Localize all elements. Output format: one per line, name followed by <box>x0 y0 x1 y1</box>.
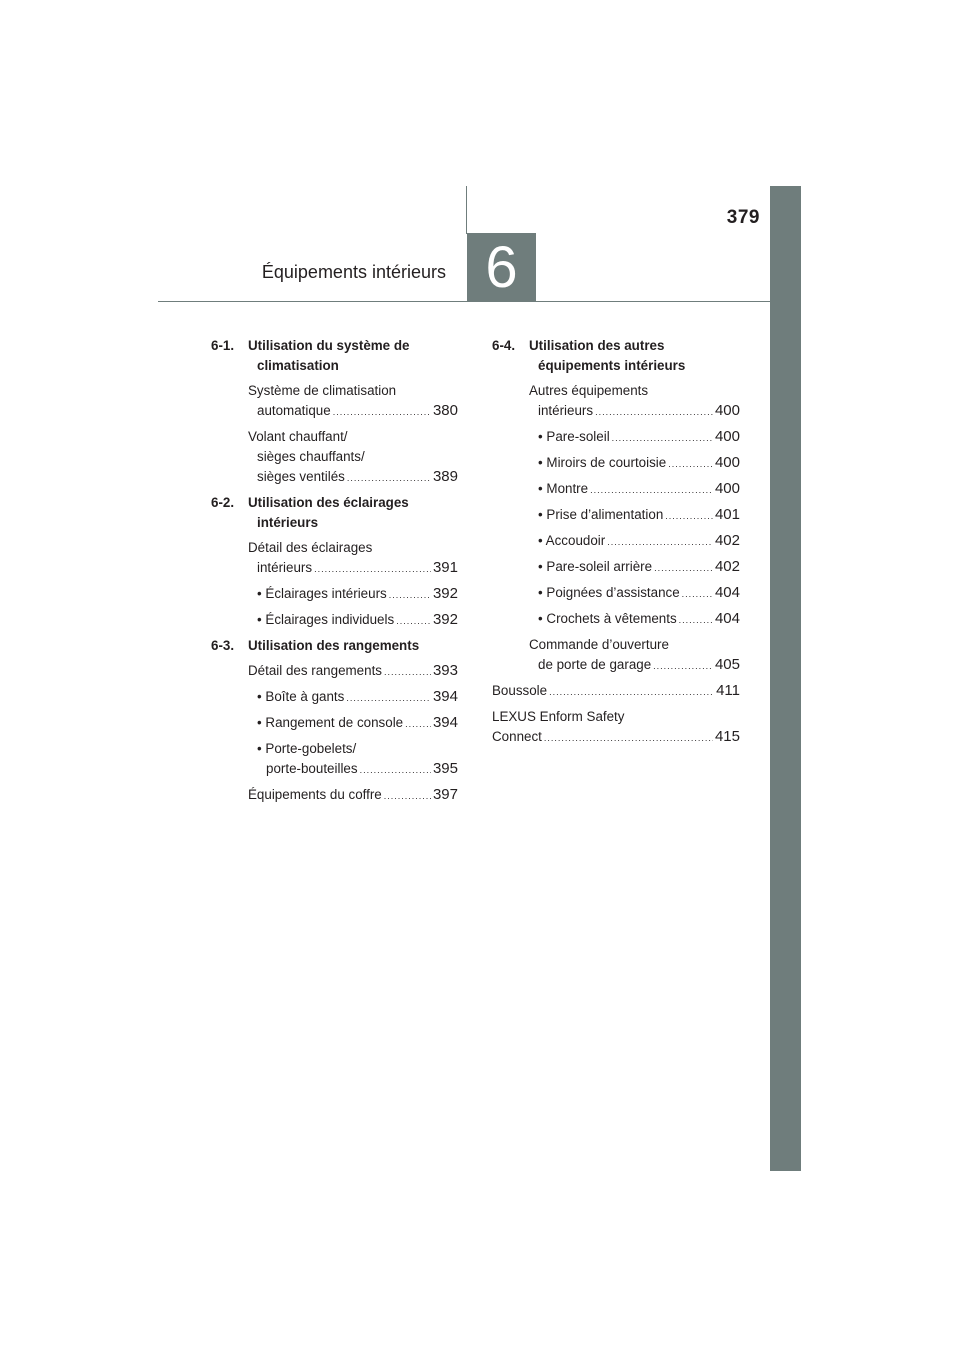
toc-entry-line: Détail des éclairages <box>248 540 373 555</box>
toc-entry-last-line <box>257 713 458 734</box>
toc-entry-label: • Miroirs de courtoisie <box>538 455 667 470</box>
dot-leader <box>665 506 713 526</box>
section-title-line: Utilisation des éclairages <box>248 495 409 510</box>
toc-page-number: 400 <box>714 428 740 445</box>
toc-entry-label: • Rangement de console <box>257 715 404 730</box>
toc-section-heading <box>211 636 458 656</box>
toc-entry-label: • Prise d’alimentation <box>538 507 664 522</box>
chapter-number: 6 <box>485 234 518 300</box>
toc-page-number: 401 <box>714 506 740 523</box>
toc-entry[interactable] <box>211 661 458 682</box>
dot-leader <box>384 662 431 682</box>
dot-leader <box>668 454 713 474</box>
section-number: 6-3. <box>211 638 235 653</box>
toc-section-heading <box>211 336 458 376</box>
toc-page-number: 404 <box>714 610 740 627</box>
toc-entry-label: Détail des rangements <box>248 663 382 678</box>
toc-entry-last-line <box>538 583 740 604</box>
toc-page-number: 400 <box>714 402 740 419</box>
toc-page-number: 393 <box>432 662 458 679</box>
toc-entry-last-line <box>257 584 458 605</box>
toc-entry-last-line <box>538 531 740 552</box>
dot-leader <box>405 714 431 734</box>
toc-entry-last-line <box>257 759 458 780</box>
dot-leader <box>333 402 431 422</box>
toc-page-number: 402 <box>714 558 740 575</box>
section-title-line: climatisation <box>257 358 339 373</box>
toc-entry-last-line <box>538 427 740 448</box>
toc-entry-line: sièges chauffants/ <box>257 449 365 464</box>
toc-entry-last-line <box>248 661 458 682</box>
chapter-number-box <box>467 233 536 302</box>
toc-entry[interactable] <box>211 713 458 734</box>
toc-entry[interactable] <box>492 609 740 630</box>
dot-leader <box>654 558 713 578</box>
toc-entry[interactable] <box>492 453 740 474</box>
toc-page-number: 404 <box>714 584 740 601</box>
toc-page-number: 415 <box>714 728 740 745</box>
section-title-line: Utilisation du système de <box>248 338 410 353</box>
toc-entry[interactable] <box>492 707 740 748</box>
dot-leader <box>346 688 431 708</box>
toc-page-number: 394 <box>432 688 458 705</box>
dot-leader <box>396 611 431 631</box>
dot-leader <box>360 760 431 780</box>
toc-page-number: 411 <box>716 682 740 699</box>
toc-entry[interactable] <box>492 583 740 604</box>
toc-page-number: 391 <box>432 559 458 576</box>
toc-entry-label: • Accoudoir <box>538 533 606 548</box>
dot-leader <box>682 584 713 604</box>
toc-entry-line: • Porte-gobelets/ <box>257 741 357 756</box>
dot-leader <box>544 728 713 748</box>
toc-entry[interactable] <box>211 538 458 579</box>
toc-entry-label: • Pare-soleil arrière <box>538 559 653 574</box>
toc-entry[interactable] <box>492 505 740 526</box>
toc-entry-last-line <box>538 505 740 526</box>
toc-entry[interactable] <box>492 681 740 702</box>
dot-leader <box>314 559 431 579</box>
toc-page-number: 380 <box>432 402 458 419</box>
toc-entry-last-line <box>248 558 458 579</box>
toc-entry[interactable] <box>492 557 740 578</box>
header-horizontal-rule <box>158 301 770 302</box>
toc-entry-line: Autres équipements <box>529 383 649 398</box>
toc-entry[interactable] <box>211 381 458 422</box>
toc-entry[interactable] <box>211 427 458 488</box>
toc-entry[interactable] <box>492 635 740 676</box>
toc-entry[interactable] <box>492 531 740 552</box>
toc-entry-last-line <box>492 727 740 748</box>
section-title-line: Utilisation des rangements <box>248 638 420 653</box>
toc-entry-last-line <box>257 687 458 708</box>
toc-entry-line: Commande d’ouverture <box>529 637 669 652</box>
toc-entry-last-line <box>538 609 740 630</box>
toc-page-number: 392 <box>432 611 458 628</box>
section-title-line: intérieurs <box>257 515 319 530</box>
toc-left-column <box>211 336 458 811</box>
toc-entry-label: de porte de garage <box>538 657 652 672</box>
toc-section-heading <box>492 336 740 376</box>
toc-entry-label: automatique <box>257 403 331 418</box>
toc-entry-line: Système de climatisation <box>248 383 397 398</box>
toc-entry-label: • Éclairages intérieurs <box>257 586 387 601</box>
toc-page-number: 397 <box>432 786 458 803</box>
toc-entry-label: porte-bouteilles <box>266 761 358 776</box>
toc-page-number: 405 <box>714 656 740 673</box>
toc-entry-last-line <box>529 401 740 422</box>
dot-leader <box>612 428 713 448</box>
toc-section-heading <box>211 493 458 533</box>
toc-entry-label: intérieurs <box>257 560 313 575</box>
toc-entry-label: sièges ventilés <box>257 469 345 484</box>
toc-entry[interactable] <box>492 479 740 500</box>
toc-entry-label: • Crochets à vêtements <box>538 611 677 626</box>
toc-entry-line: Volant chauffant/ <box>248 429 348 444</box>
section-title-line: équipements intérieurs <box>538 358 686 373</box>
toc-page-number: 392 <box>432 585 458 602</box>
toc-entry-label: intérieurs <box>538 403 594 418</box>
chapter-side-tab <box>770 186 801 1171</box>
toc-entry-last-line <box>257 610 458 631</box>
toc-entry-last-line <box>248 467 458 488</box>
toc-page-number: 402 <box>714 532 740 549</box>
toc-entry-label: • Montre <box>538 481 589 496</box>
toc-entry[interactable] <box>492 381 740 422</box>
section-number: 6-2. <box>211 495 235 510</box>
section-number: 6-4. <box>492 338 516 353</box>
toc-entry-label: • Pare-soleil <box>538 429 610 444</box>
toc-page-number: 389 <box>432 468 458 485</box>
dot-leader <box>590 480 713 500</box>
toc-entry-label: Boussole <box>492 683 548 698</box>
toc-page-number: 395 <box>432 760 458 777</box>
toc-entry[interactable] <box>211 687 458 708</box>
toc-entry-last-line <box>529 655 740 676</box>
section-title-line: Utilisation des autres <box>529 338 665 353</box>
dot-leader <box>595 402 713 422</box>
toc-entry-last-line <box>538 479 740 500</box>
toc-page-number: 400 <box>714 454 740 471</box>
dot-leader <box>679 610 713 630</box>
toc-entry[interactable] <box>211 610 458 631</box>
toc-page-number: 394 <box>432 714 458 731</box>
dot-leader <box>384 786 431 806</box>
toc-entry-line: LEXUS Enform Safety <box>492 709 625 724</box>
toc-entry[interactable] <box>211 584 458 605</box>
header-vertical-rule <box>466 186 467 234</box>
toc-entry-last-line <box>538 557 740 578</box>
toc-entry-last-line <box>538 453 740 474</box>
toc-entry-label: Équipements du coffre <box>248 787 382 802</box>
toc-entry-label: • Boîte à gants <box>257 689 345 704</box>
toc-entry-label: Connect <box>492 729 542 744</box>
toc-entry-label: • Éclairages individuels <box>257 612 395 627</box>
toc-entry[interactable] <box>211 739 458 780</box>
page-number: 379 <box>726 207 760 228</box>
toc-entry-last-line <box>492 681 740 702</box>
toc-entry-last-line <box>248 785 458 806</box>
toc-entry[interactable] <box>492 427 740 448</box>
dot-leader <box>389 585 431 605</box>
section-number: 6-1. <box>211 338 235 353</box>
toc-entry-last-line <box>248 401 458 422</box>
toc-entry-label: • Poignées d’assistance <box>538 585 680 600</box>
dot-leader <box>653 656 713 676</box>
chapter-title: Équipements intérieurs <box>261 262 446 282</box>
dot-leader <box>549 682 714 702</box>
toc-right-column <box>492 336 740 753</box>
toc-entry[interactable] <box>211 785 458 806</box>
dot-leader <box>607 532 713 552</box>
dot-leader <box>347 468 431 488</box>
toc-page-number: 400 <box>714 480 740 497</box>
